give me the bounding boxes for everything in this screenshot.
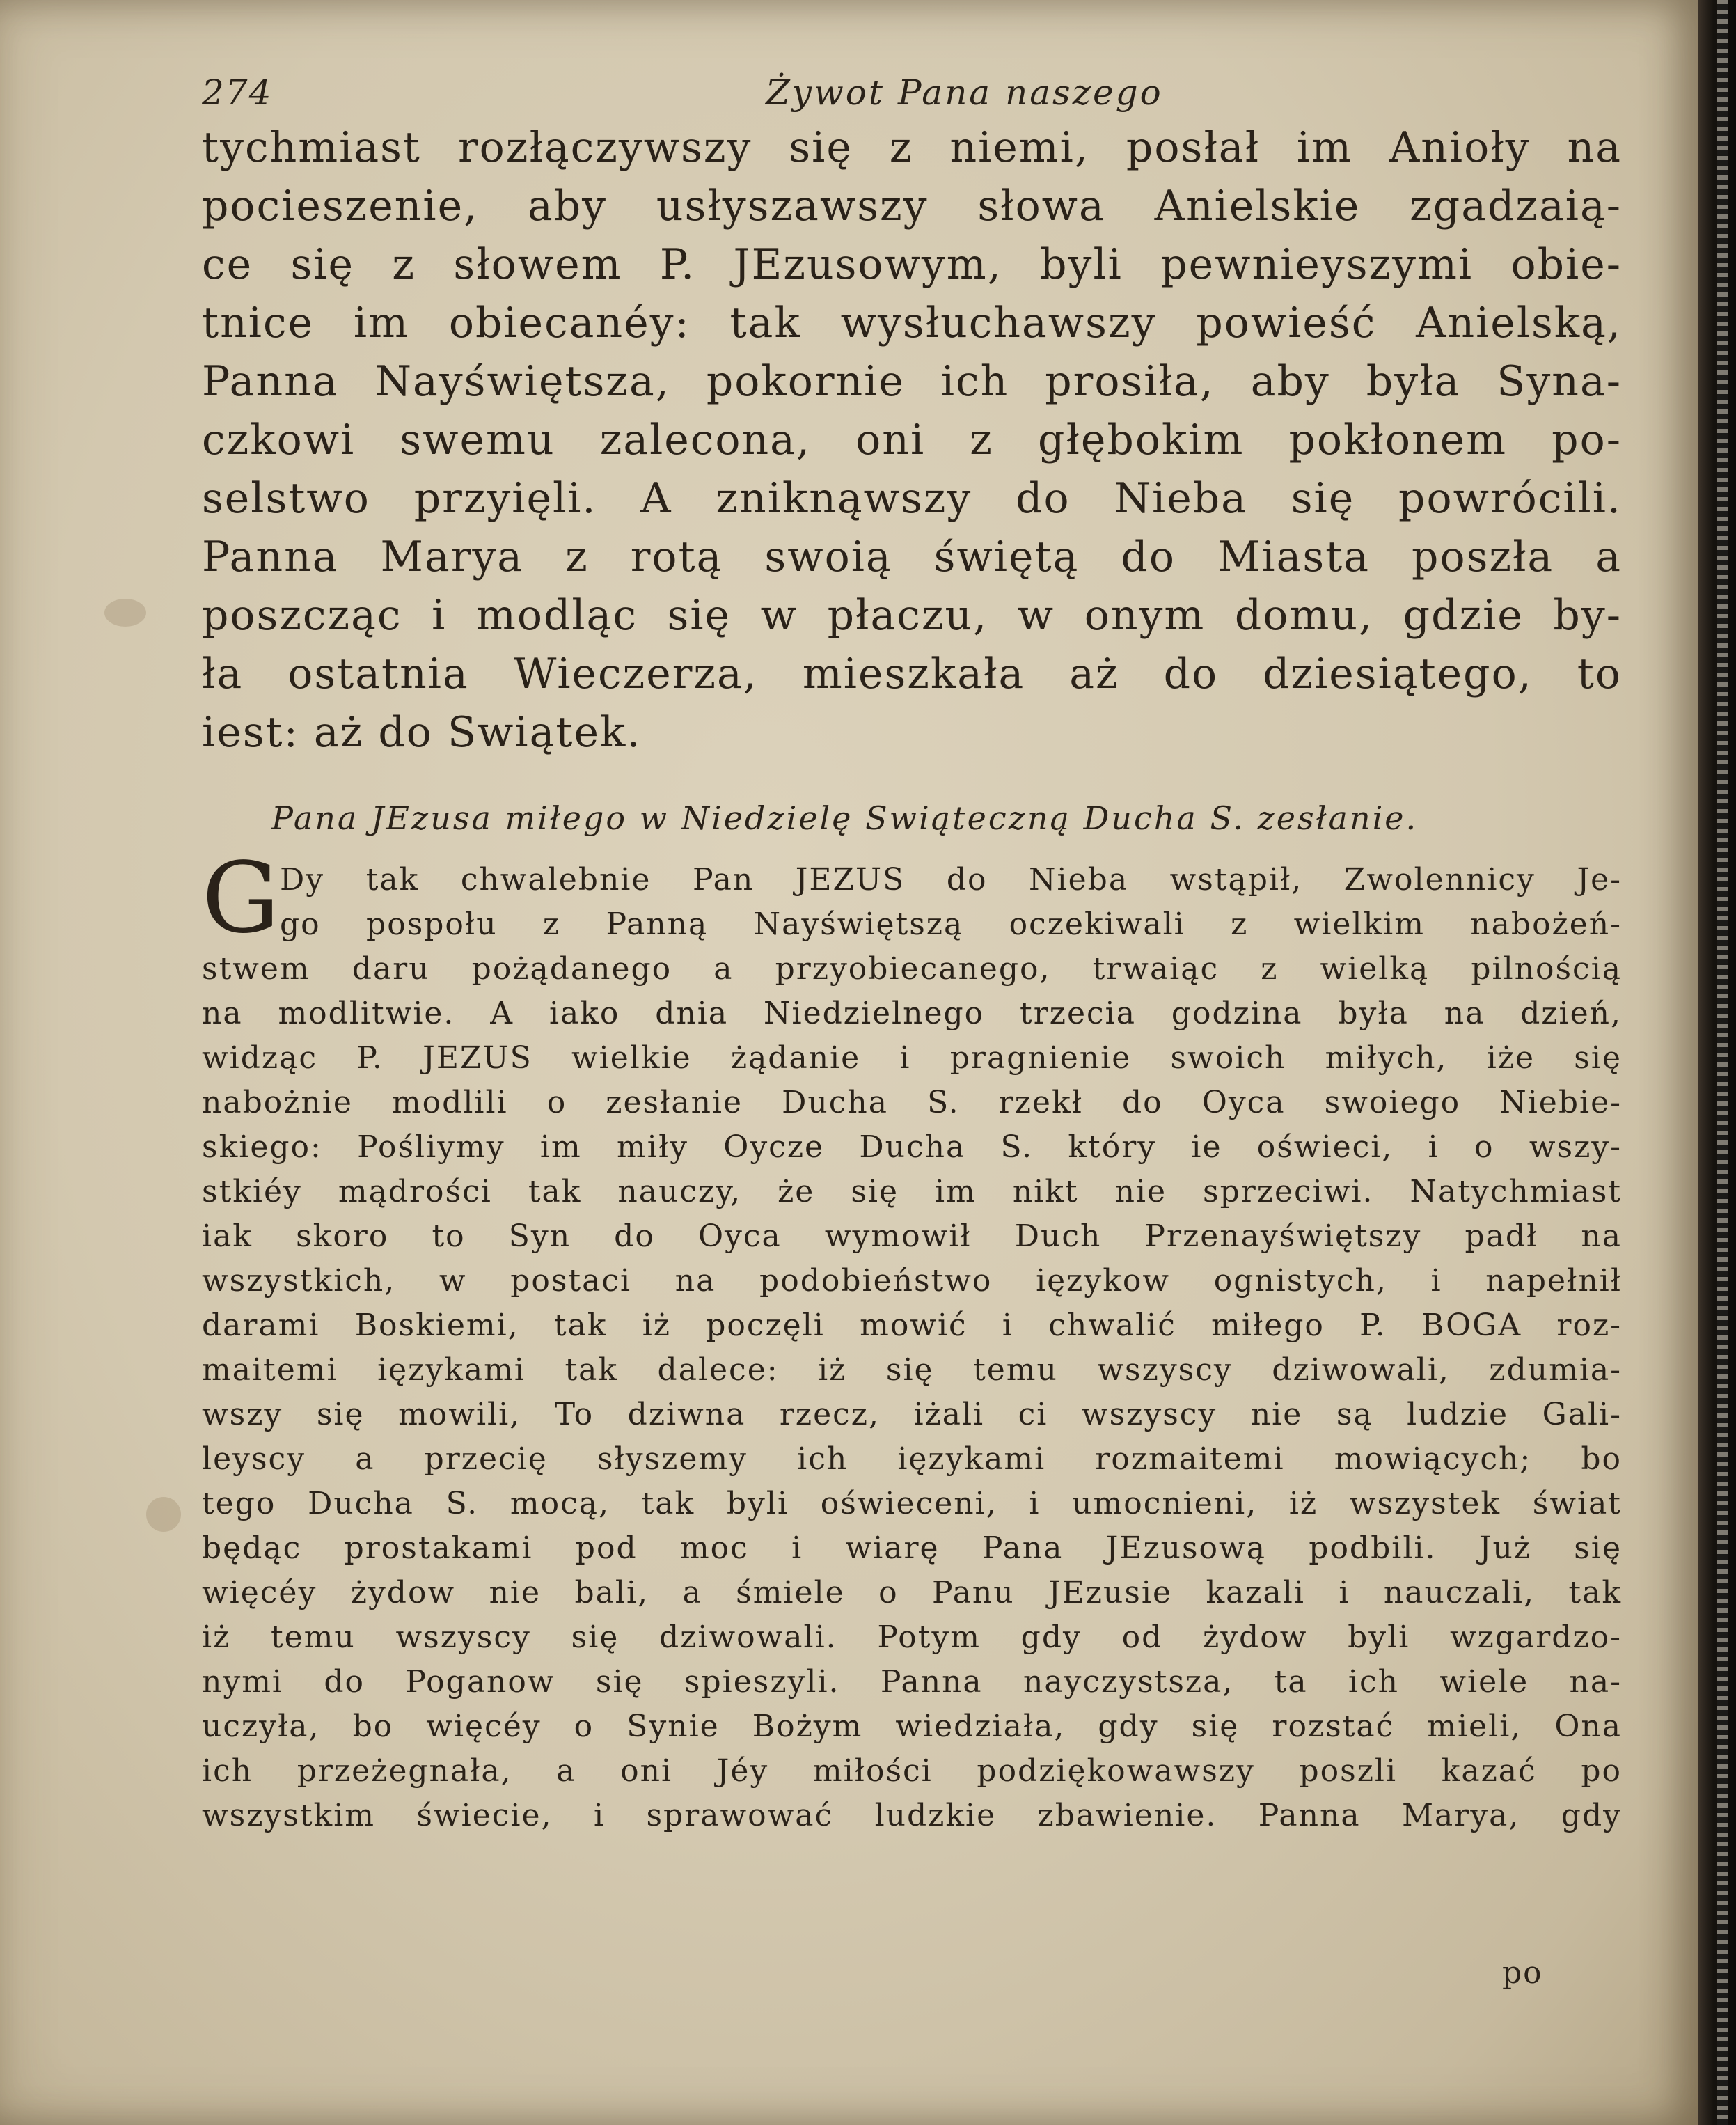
- text-line: wszy się mowili, To dziwna rzecz, iżali ci wszyscy nie są ludzie Gali-: [202, 1397, 1622, 1432]
- paragraph-2: [202, 858, 1622, 1838]
- text-line: ła ostatnia Wieczerza, mieszkała aż do dziesiątego, to: [202, 650, 1622, 698]
- text-line: maitemi ięzykami tak dalece: iż się temu wszyscy dziwowali, zdumia-: [202, 1352, 1622, 1388]
- text-line: skiego: Pośliymy im miły Oycze Ducha S. który ie oświeci, i o wszy-: [202, 1129, 1622, 1165]
- text-line: go pospołu z Panną Nayświętszą oczekiwali z wielkim nabożeń-: [280, 907, 1622, 942]
- text-line: uczyła, bo więcéy o Synie Bożym wiedziała, gdy się rozstać mieli, Ona: [202, 1709, 1622, 1744]
- text-line: ich przeżegnała, a oni Jéy miłości podziękowawszy poszli kazać po: [202, 1753, 1622, 1789]
- catchword: po: [1502, 1955, 1543, 1991]
- text-line: leyscy a przecię słyszemy ich ięzykami rozmaitemi mowiących; bo: [202, 1441, 1622, 1477]
- section-heading: Pana JEzusa miłego w Niedzielę Swiąteczną Ducha S. zesłanie.: [271, 799, 1419, 837]
- text-line: na modlitwie. A iako dnia Niedzielnego trzecia godzina była na dzień,: [202, 996, 1622, 1031]
- text-line: widząc P. JEZUS wielkie żądanie i pragnienie swoich miłych, iże się: [202, 1040, 1622, 1076]
- paper-stain: [146, 1497, 181, 1532]
- text-line: iest: aż do Swiątek.: [202, 708, 642, 757]
- text-line: Panna Marya z rotą swoią świętą do Miasta poszła a: [202, 533, 1622, 581]
- text-line: stwem daru pożądanego a przyobiecanego, trwaiąc z wielką pilnością: [202, 951, 1622, 987]
- text-line: Dy tak chwalebnie Pan JEZUS do Nieba wstąpił, Zwolennicy Je-: [280, 862, 1622, 897]
- text-line: ce się z słowem P. JEzusowym, byli pewnieyszymi obie-: [202, 240, 1622, 289]
- text-line: Panna Nayświętsza, pokornie ich prosiła, aby była Syna-: [202, 357, 1622, 406]
- paper-stain: [104, 599, 146, 627]
- text-line: iż temu wszyscy się dziwowali. Potym gdy od żydow byli wzgardzo-: [202, 1620, 1622, 1655]
- text-line: tego Ducha S. mocą, tak byli oświeceni, i umocnieni, iż wszystek świat: [202, 1486, 1622, 1521]
- page-header: [202, 72, 1594, 121]
- text-line: nymi do Poganow się spieszyli. Panna nayczystsza, ta ich wiele na-: [202, 1664, 1622, 1700]
- text-line: darami Boskiemi, tak iż poczęli mowić i chwalić miłego P. BOGA roz-: [202, 1308, 1622, 1343]
- text-line: wszystkim świecie, i sprawować ludzkie zbawienie. Panna Marya, gdy: [202, 1798, 1622, 1833]
- binding-stitch: [1717, 0, 1728, 2125]
- text-line: wszystkich, w postaci na podobieństwo ięzykow ognistych, i napełnił: [202, 1263, 1622, 1299]
- drop-cap: G: [202, 842, 280, 955]
- text-line: stkiéy mądrości tak nauczy, że się im nikt nie sprzeciwi. Natychmiast: [202, 1174, 1622, 1209]
- text-line: będąc prostakami pod moc i wiarę Pana JEzusową podbili. Już się: [202, 1530, 1622, 1566]
- paragraph-1: [202, 118, 1622, 762]
- text-line: iak skoro to Syn do Oyca wymowił Duch Przenayświętszy padł na: [202, 1218, 1622, 1254]
- text-line: tnice im obiecanéy: tak wysłuchawszy powieść Anielską,: [202, 299, 1622, 347]
- text-line: tychmiast rozłączywszy się z niemi, posłał im Anioły na: [202, 123, 1622, 172]
- text-line: selstwo przyięli. A zniknąwszy do Nieba się powrócili.: [202, 474, 1622, 523]
- text-line: nabożnie modlili o zesłanie Ducha S. rzekł do Oyca swoiego Niebie-: [202, 1085, 1622, 1120]
- book-binding-gutter: [1698, 0, 1736, 2125]
- running-title: Żywot Pana naszego: [766, 72, 1163, 113]
- text-line: poszcząc i modląc się w płaczu, w onym domu, gdzie by-: [202, 591, 1622, 640]
- text-line: czkowi swemu zalecona, oni z głębokim pokłonem po-: [202, 416, 1622, 464]
- text-line: więcéy żydow nie bali, a śmiele o Panu JEzusie kazali i nauczali, tak: [202, 1575, 1622, 1610]
- text-line: pocieszenie, aby usłyszawszy słowa Anielskie zgadzaią-: [202, 182, 1622, 230]
- page-number: 274: [202, 72, 273, 113]
